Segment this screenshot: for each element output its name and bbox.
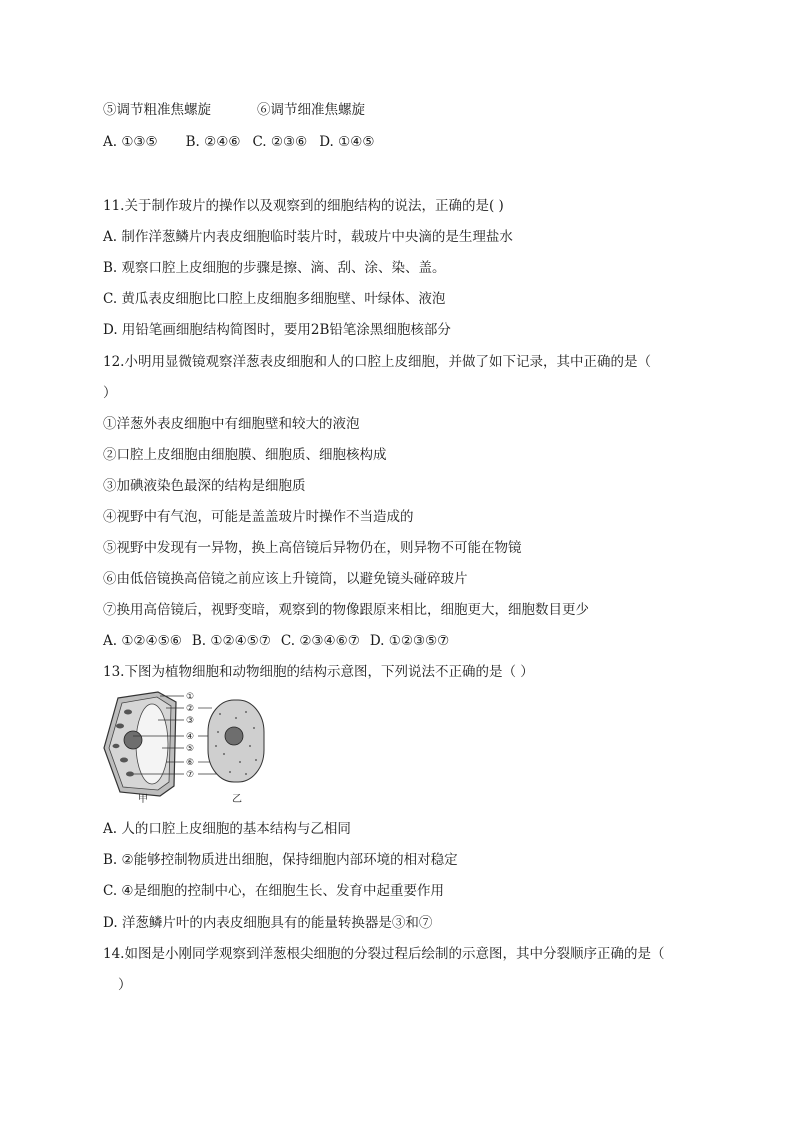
label-6: ⑥ [186,758,195,768]
q12-option-c: C. ②③④⑥⑦ [280,633,360,649]
q12-item-4: ④视野中有气泡，可能是盖盖玻片时操作不当造成的 [103,509,414,525]
q13-stem: 13.下图为植物细胞和动物细胞的结构示意图，下列说法不正确的是（ ） [103,664,534,680]
q11-option-d: D. 用铅笔画细胞结构简图时，要用2B铅笔涂黑细胞核部分 [103,322,451,338]
q13-option-d: D. 洋葱鳞片叶的内表皮细胞具有的能量转换器是③和⑦ [103,915,433,931]
label-5: ⑤ [186,744,195,754]
top-item-5: ⑤调节粗准焦螺旋 [103,102,211,118]
chloroplast [120,758,128,763]
top-items-line [103,100,365,120]
plant-nucleus [124,731,142,749]
top-item-6: ⑥调节细准焦螺旋 [257,102,365,118]
top-option-d: D. ①④⑤ [319,134,375,150]
q12-item-5: ⑤视野中发现有一异物，换上高倍镜后异物仍在，则异物不可能在物镜 [103,540,522,556]
top-option-b: B. ②④⑥ [185,134,241,150]
chloroplast [124,710,132,715]
caption-right: 乙 [232,794,242,804]
plant-cell [104,692,176,796]
chloroplast [116,724,124,729]
cell-diagram [100,688,270,804]
top-option-a: A. ①③⑤ [103,134,158,150]
animal-cell [208,700,264,782]
q12-item-7: ⑦换用高倍镜后，视野变暗，观察到的物像跟原来相比，细胞更大，细胞数目更少 [103,602,589,618]
q13-option-c: C. ④是细胞的控制中心，在细胞生长、发育中起重要作用 [103,883,445,899]
q13-option-b: B. ②能够控制物质进出细胞，保持细胞内部环境的相对稳定 [103,852,458,868]
q12-stem-end: ） [103,385,117,401]
top-option-c: C. ②③⑥ [252,134,308,150]
q12-option-a: A. ①②④⑤⑥ [103,633,182,649]
q12-stem: 12.小明用显微镜观察洋葱表皮细胞和人的口腔上皮细胞，并做了如下记录，其中正确的是（ [103,354,651,370]
caption-left: 甲 [138,794,148,804]
animal-nucleus [225,727,243,745]
q11-option-b: B. 观察口腔上皮细胞的步骤是擦、滴、刮、涂、染、盖。 [103,260,446,276]
cell-diagram-svg [100,688,270,804]
figure-labels [186,692,194,780]
chloroplast [126,772,134,777]
label-3: ③ [186,716,195,726]
top-options [103,132,374,152]
q12-item-3: ③加碘液染色最深的结构是细胞质 [103,478,306,494]
label-7: ⑦ [186,770,195,780]
label-2: ② [186,704,195,714]
q11-stem: 11.关于制作玻片的操作以及观察到的细胞结构的说法，正确的是( ) [103,198,504,214]
chloroplast [113,744,120,748]
q14-stem: 14.如图是小刚同学观察到洋葱根尖细胞的分裂过程后绘制的示意图，其中分裂顺序正确的是（ [103,946,665,962]
q12-item-6: ⑥由低倍镜换高倍镜之前应该上升镜筒，以避免镜头碰碎玻片 [103,571,468,587]
q14-stem-end: ） [118,977,132,993]
q12-option-d: D. ①②③⑤⑦ [369,633,450,649]
q12-option-b: B. ①②④⑤⑦ [191,633,271,649]
q13-option-a: A. 人的口腔上皮细胞的基本结构与乙相同 [103,821,351,837]
q12-options [103,631,449,651]
label-4: ④ [186,732,195,742]
q12-item-1: ①洋葱外表皮细胞中有细胞壁和较大的液泡 [103,416,360,432]
q11-option-a: A. 制作洋葱鳞片内表皮细胞临时装片时，载玻片中央滴的是生理盐水 [103,229,513,245]
q11-option-c: C. 黄瓜表皮细胞比口腔上皮细胞多细胞壁、叶绿体、液泡 [103,291,446,307]
label-1: ① [186,692,195,702]
q12-item-2: ②口腔上皮细胞由细胞膜、细胞质、细胞核构成 [103,447,387,463]
